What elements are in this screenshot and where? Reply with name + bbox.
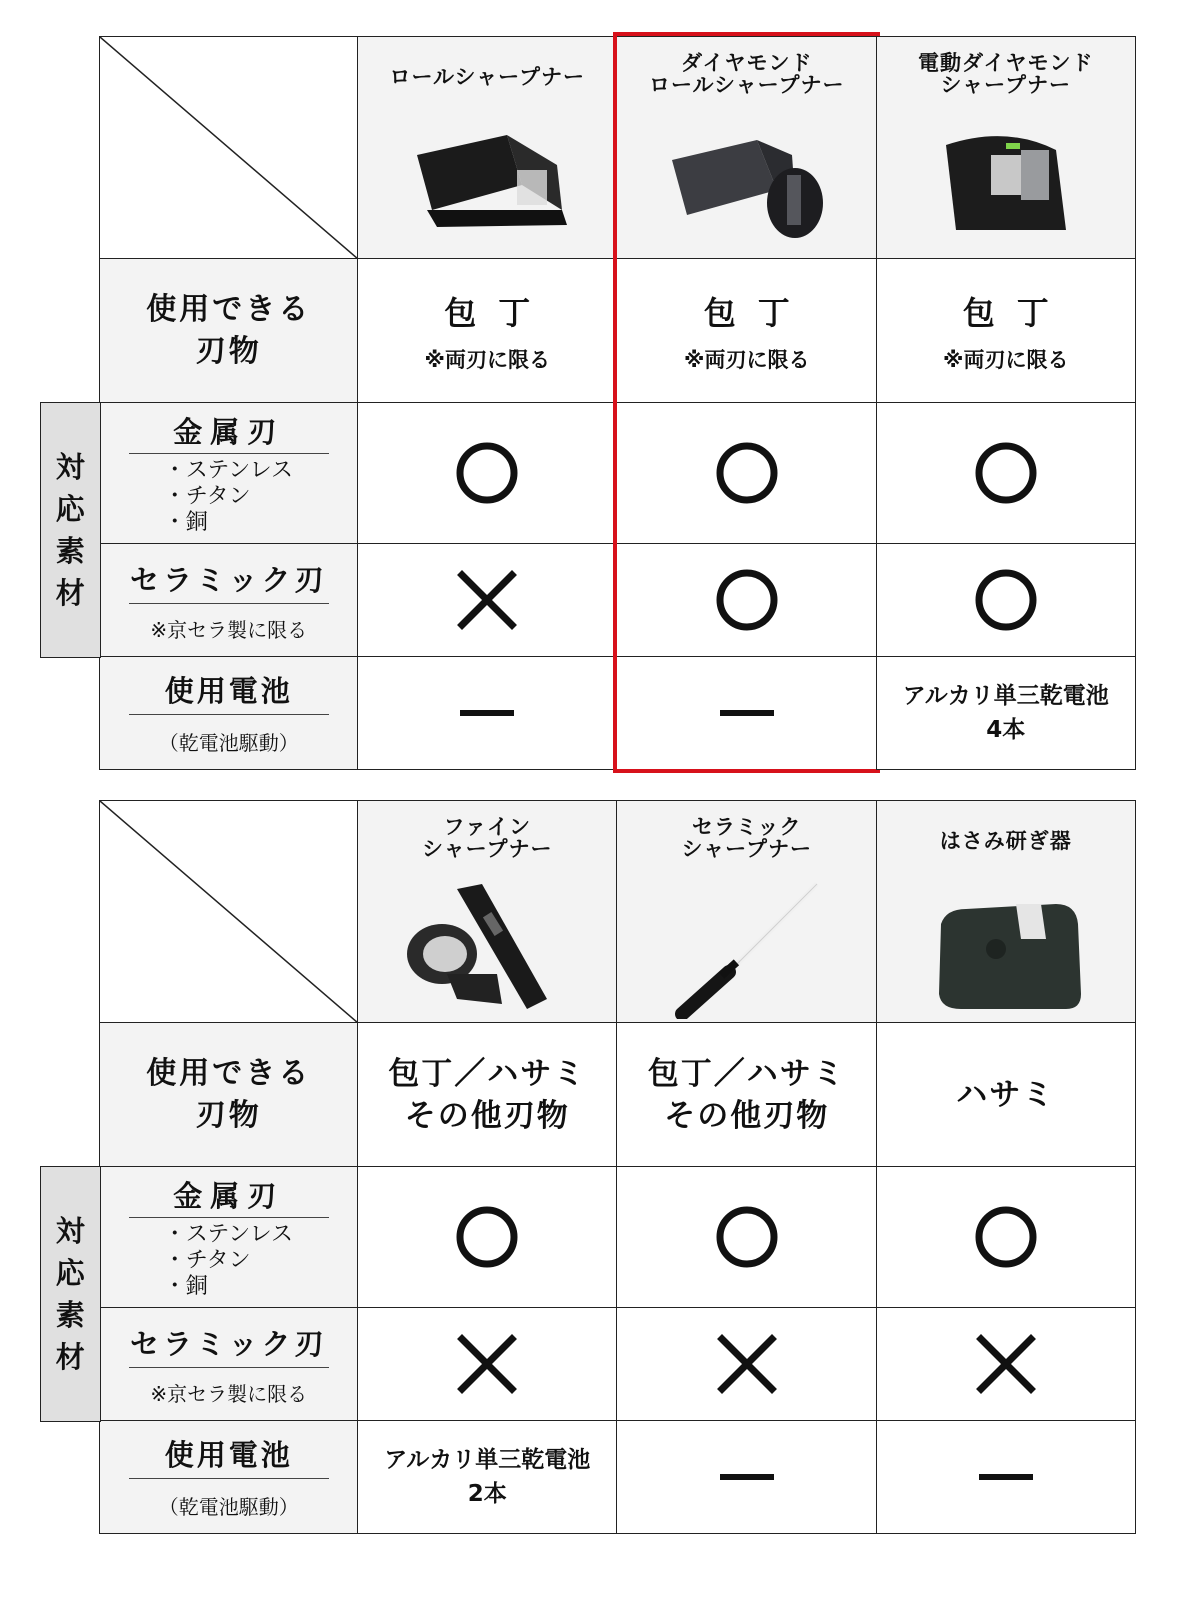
- usable-cell: [357, 1022, 618, 1168]
- ceramic-cell: [357, 1307, 618, 1422]
- metal-title: 金属刃: [129, 410, 329, 454]
- circle-mark: [454, 1204, 520, 1270]
- usable-label-line: 使用できる: [146, 1055, 312, 1091]
- row-head-usable: [99, 1022, 359, 1168]
- row-head-metal: [99, 1166, 359, 1309]
- battery-note: （乾電池駆動）: [158, 731, 299, 756]
- metal-list: [164, 458, 294, 536]
- ceramic-cell: [357, 543, 618, 658]
- metal-item: ・銅: [163, 1274, 208, 1300]
- usable-value: 包丁／ハサミ: [647, 1055, 846, 1092]
- fine-sharpener-icon: [387, 879, 587, 1019]
- cross-mark: [714, 1331, 780, 1397]
- metal-title: 金属刃: [129, 1174, 329, 1218]
- product-name-line: シャープナー: [421, 837, 553, 861]
- dash-mark: [460, 710, 514, 716]
- metal-item: ・銅: [163, 510, 208, 536]
- row-head-usable: [99, 258, 359, 404]
- product-name-line: ロールシャープナー: [648, 73, 845, 97]
- metal-cell: [357, 402, 618, 545]
- row-head-ceramic: [99, 1307, 359, 1422]
- usable-value: その他刃物: [664, 1097, 830, 1134]
- corner-diagonal: [100, 37, 358, 259]
- highlight-box: [613, 32, 880, 773]
- usable-label-line: 使用できる: [146, 291, 312, 327]
- battery-title: 使用電池: [129, 669, 329, 715]
- circle-mark: [973, 567, 1039, 633]
- ceramic-cell: [616, 1307, 878, 1422]
- electric-diamond-sharpener-icon: [906, 115, 1106, 255]
- product-name-line: 電動ダイヤモンド: [917, 51, 1094, 75]
- usable-label-line: 刃物: [195, 333, 262, 369]
- product-name: [358, 65, 617, 91]
- usable-cell: [357, 258, 618, 404]
- product-name-line: セラミック: [691, 815, 802, 839]
- product-name: [617, 815, 877, 863]
- battery-note: （乾電池駆動）: [158, 1495, 299, 1520]
- ceramic-cell: [876, 543, 1136, 658]
- usable-value: 包丁: [444, 293, 553, 332]
- ceramic-note: ※京セラ製に限る: [150, 617, 308, 642]
- product-header: [616, 800, 878, 1024]
- row-head-battery: [99, 1420, 359, 1534]
- battery-value: 4本: [986, 716, 1026, 743]
- side-label-text: 対応素材: [55, 1213, 85, 1374]
- cross-mark: [973, 1331, 1039, 1397]
- ceramic-title: セラミック刃: [129, 1322, 329, 1368]
- product-name-line: ダイヤモンド: [680, 51, 813, 75]
- circle-mark: [973, 1204, 1039, 1270]
- product-header: [357, 36, 618, 260]
- battery-value: 2本: [467, 1480, 507, 1507]
- product-name-line: ロールシャープナー: [389, 65, 586, 89]
- usable-cell: [876, 1022, 1136, 1168]
- metal-cell: [876, 402, 1136, 545]
- product-name: [358, 815, 617, 863]
- corner-cell: [99, 800, 359, 1024]
- usable-note: ※両刃に限る: [684, 347, 810, 372]
- battery-cell: [876, 1420, 1136, 1534]
- cross-mark: [454, 1331, 520, 1397]
- usable-value: 包丁／ハサミ: [388, 1055, 587, 1092]
- product-header: [357, 800, 618, 1024]
- ceramic-cell: [876, 1307, 1136, 1422]
- metal-cell: [357, 1166, 618, 1309]
- metal-list: [164, 1222, 294, 1300]
- battery-title: 使用電池: [129, 1433, 329, 1479]
- metal-item: ・ステンレス: [163, 458, 294, 484]
- cross-mark: [454, 567, 520, 633]
- battery-cell: [357, 1420, 618, 1534]
- usable-cell: [876, 258, 1136, 404]
- product-header: [876, 36, 1136, 260]
- circle-mark: [973, 440, 1039, 506]
- metal-item: ・ステンレス: [163, 1222, 294, 1248]
- usable-value: 包丁: [962, 293, 1071, 332]
- metal-cell: [616, 1166, 878, 1309]
- row-head-battery: [99, 656, 359, 770]
- corner-diagonal: [100, 801, 358, 1023]
- battery-cell: [876, 656, 1136, 770]
- battery-cell: [357, 656, 618, 770]
- metal-item: ・チタン: [163, 484, 251, 510]
- ceramic-title: セラミック刃: [129, 558, 329, 604]
- row-head-ceramic: [99, 543, 359, 658]
- battery-value: アルカリ単三乾電池: [902, 682, 1109, 709]
- circle-mark: [714, 1204, 780, 1270]
- product-name-line: シャープナー: [940, 73, 1072, 97]
- metal-item: ・チタン: [163, 1248, 251, 1274]
- scissor-sharpener-icon: [906, 879, 1106, 1019]
- product-name-line: ファイン: [443, 815, 532, 839]
- corner-cell: [99, 36, 359, 260]
- side-label-text: 対応素材: [55, 449, 85, 610]
- side-label-materials: [40, 1166, 101, 1422]
- product-name-line: シャープナー: [681, 837, 813, 861]
- product-name-line: はさみ研ぎ器: [939, 829, 1072, 853]
- usable-note: ※両刃に限る: [943, 347, 1069, 372]
- row-head-metal: [99, 402, 359, 545]
- circle-mark: [454, 440, 520, 506]
- usable-label-line: 刃物: [195, 1097, 262, 1133]
- dash-mark: [720, 1474, 774, 1480]
- usable-value: ハサミ: [956, 1076, 1056, 1113]
- ceramic-rod-sharpener-icon: [647, 879, 847, 1019]
- battery-cell: [616, 1420, 878, 1534]
- side-label-materials: [40, 402, 101, 658]
- usable-note: ※両刃に限る: [424, 347, 550, 372]
- product-name: [877, 829, 1135, 855]
- product-name: [877, 51, 1135, 99]
- dash-mark: [979, 1474, 1033, 1480]
- battery-value: アルカリ単三乾電池: [384, 1446, 591, 1473]
- product-header: [876, 800, 1136, 1024]
- ceramic-note: ※京セラ製に限る: [150, 1381, 308, 1406]
- roll-sharpener-icon: [387, 115, 587, 255]
- metal-cell: [876, 1166, 1136, 1309]
- usable-cell: [616, 1022, 878, 1168]
- usable-value: 包丁: [703, 293, 812, 332]
- usable-value: その他刃物: [404, 1097, 570, 1134]
